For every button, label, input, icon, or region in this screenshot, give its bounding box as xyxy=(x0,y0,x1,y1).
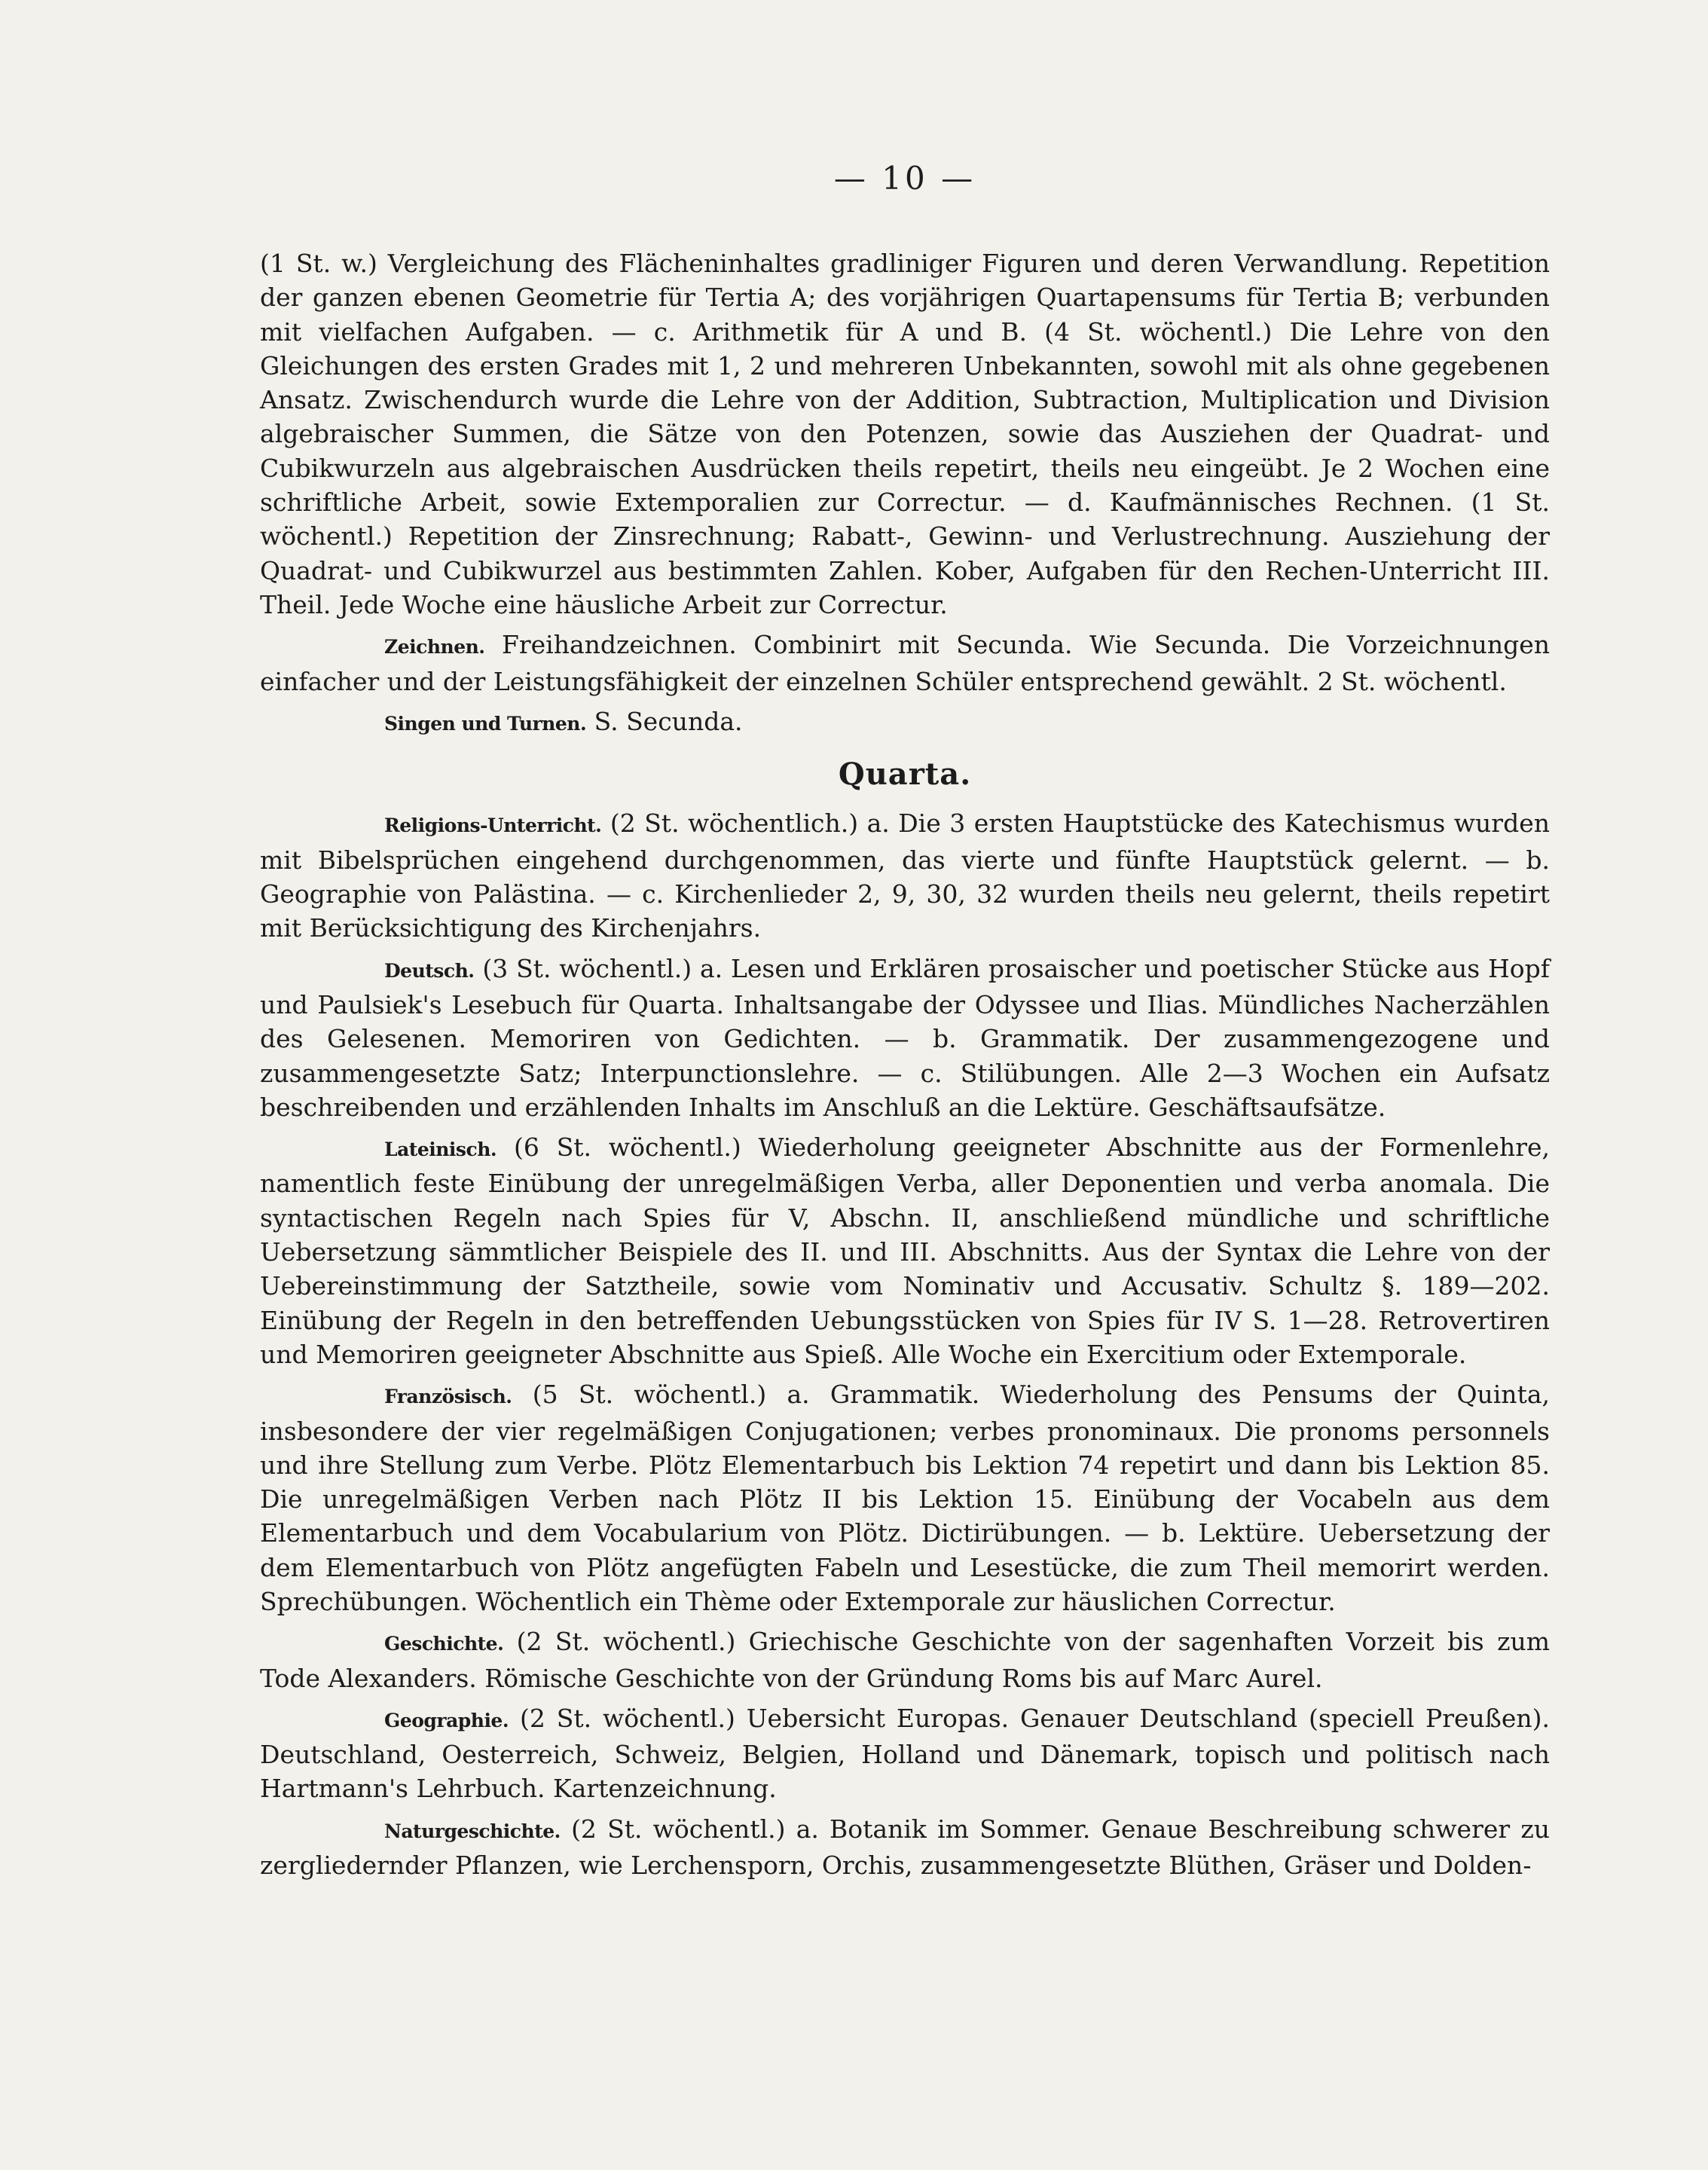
section-lateinisch xyxy=(260,1130,1550,1371)
section-text: S. Secunda. xyxy=(594,706,743,736)
section-text: Freihandzeichnen. Combinirt mit Secunda. Wie Secunda. Die Vorzeichnungen einfacher und der Leistungsfähigkeit der einzelnen Schüler entsprechend gewählt. 2 St. wöchentl. xyxy=(260,630,1550,696)
section-geographie xyxy=(260,1701,1550,1806)
section-religion xyxy=(260,806,1550,945)
section-zeichnen xyxy=(260,628,1550,698)
section-title-quarta: Quarta. xyxy=(838,756,972,793)
section-text: (2 St. wöchentl.) Uebersicht Europas. Genauer Deutschland (speciell Preußen). Deutschland, Oesterreich, Schweiz, Belgien, Holland und Dänemark, topisch und politisch nach Hartmann's Lehrbuch. Kartenzeichnung. xyxy=(260,1703,1550,1804)
section-text: (2 St. wöchentl.) a. Botanik im Sommer. Genaue Beschreibung schwerer zu zergliedernder Pflanzen, wie Lerchensporn, Orchis, zusammengesetzte Blüthen, Gräser und Dolden- xyxy=(260,1814,1550,1881)
section-singen-turnen xyxy=(260,704,1550,741)
section-text: (3 St. wöchentl.) a. Lesen und Erklären prosaischer und poetischer Stücke aus Hopf und Paulsiek's Lesebuch für Quarta. Inhaltsangabe der Odyssee und Ilias. Mündliches Nacherzählen des Gelesenen. Memoriren von Gedichten. — b. Grammatik. Der zusammengezogene und zusammengesetzte Satz; Interpunctionslehre. — c. Stilübungen. Alle 2—3 Wochen ein Aufsatz beschreibenden und erzählenden Inhalts im Anschluß an die Lektüre. Geschäftsaufsätze. xyxy=(260,953,1550,1122)
section-label: Geographie. xyxy=(384,1709,509,1731)
page-number: — 10 — xyxy=(833,160,976,197)
section-label: Französisch. xyxy=(384,1386,512,1408)
section-naturgeschichte xyxy=(260,1812,1550,1883)
section-text: (5 St. wöchentl.) a. Grammatik. Wiederholung des Pensums der Quinta, insbesondere der vier regelmäßigen Conjugationen; verbes pronominaux. Die pronoms personnels und ihre Stellung zum Verbe. Plötz Elementarbuch bis Lektion 74 repetirt und dann bis Lektion 85. Die unregelmäßigen Verben nach Plötz II bis Lektion 15. Einübung der Vocabeln aus dem Elementarbuch und dem Vocabularium von Plötz. Dictirübungen. — b. Lektüre. Uebersetzung der dem Elementarbuch von Plötz angefügten Fabeln und Lesestücke, die zum Theil memorirt werden. Sprechübungen. Wöchentlich ein Thème oder Extemporale zur häuslichen Correctur. xyxy=(260,1380,1550,1616)
section-geschichte xyxy=(260,1624,1550,1695)
section-label: Singen und Turnen. xyxy=(384,712,587,735)
section-label: Geschichte. xyxy=(384,1633,504,1655)
section-label: Lateinisch. xyxy=(384,1138,497,1161)
body-text xyxy=(260,246,1550,1882)
section-deutsch xyxy=(260,952,1550,1124)
section-text: (2 St. wöchentl.) Griechische Geschichte von der sagenhaften Vorzeit bis zum Tode Alexanders. Römische Geschichte von der Gründung Roms bis auf Marc Aurel. xyxy=(260,1627,1550,1693)
section-label: Zeichnen. xyxy=(384,636,485,659)
section-label: Naturgeschichte. xyxy=(384,1820,561,1842)
section-label: Religions-Unterricht. xyxy=(384,815,602,837)
section-text: (2 St. wöchentlich.) a. Die 3 ersten Hauptstücke des Katechismus wurden mit Bibelsprüchen eingehend durchgenommen, das vierte und fünfte Hauptstück gelernt. — b. Geographie von Palästina. — c. Kirchenlieder 2, 9, 30, 32 wurden theils neu gelernt, theils repetirt mit Berücksichtigung des Kirchenjahrs. xyxy=(260,808,1550,943)
section-franzoesisch xyxy=(260,1377,1550,1618)
section-label: Deutsch. xyxy=(384,959,475,982)
intro-paragraph: (1 St. w.) Vergleichung des Flächeninhaltes gradliniger Figuren und deren Verwandlung. Repetition der ganzen ebenen Geometrie für Tertia A; des vorjährigen Quartapensums für Tertia B; verbunden mit vielfachen Aufgaben. — c. Arithmetik für A und B. (4 St. wöchentl.) Die Lehre von den Gleichungen des ersten Grades mit 1, 2 und mehreren Unbekannten, sowohl mit als ohne gegebenen Ansatz. Zwischendurch wurde die Lehre von der Addition, Subtraction, Multiplication und Division algebraischer Summen, die Sätze von den Potenzen, sowie das Ausziehen der Quadrat- und Cubikwurzeln aus algebraischen Ausdrücken theils repetirt, theils neu eingeübt. Je 2 Wochen eine schriftliche Arbeit, sowie Extemporalien zur Correctur. — d. Kaufmännisches Rechnen. (1 St. wöchentl.) Repetition der Zinsrechnung; Rabatt-, Gewinn- und Verlustrechnung. Ausziehung der Quadrat- und Cubikwurzel aus bestimmten Zahlen. Kober, Aufgaben für den Rechen-Unterricht III. Theil. Jede Woche eine häusliche Arbeit zur Correctur. xyxy=(260,249,1550,619)
section-text: (6 St. wöchentl.) Wiederholung geeigneter Abschnitte aus der Formenlehre, namentlich feste Einübung der unregelmäßigen Verba, aller Deponentien und verba anomala. Die syntactischen Regeln nach Spies für V, Abschn. II, anschließend mündliche und schriftliche Uebersetzung sämmtlicher Beispiele des II. und III. Abschnitts. Aus der Syntax die Lehre von der Uebereinstimmung der Satztheile, sowie vom Nominativ und Accusativ. Schultz §. 189—202. Einübung der Regeln in den betreffenden Uebungsstücken von Spies für IV S. 1—28. Retrovertiren und Memoriren geeigneter Abschnitte aus Spieß. Alle Woche ein Exercitium oder Extemporale. xyxy=(260,1132,1550,1369)
